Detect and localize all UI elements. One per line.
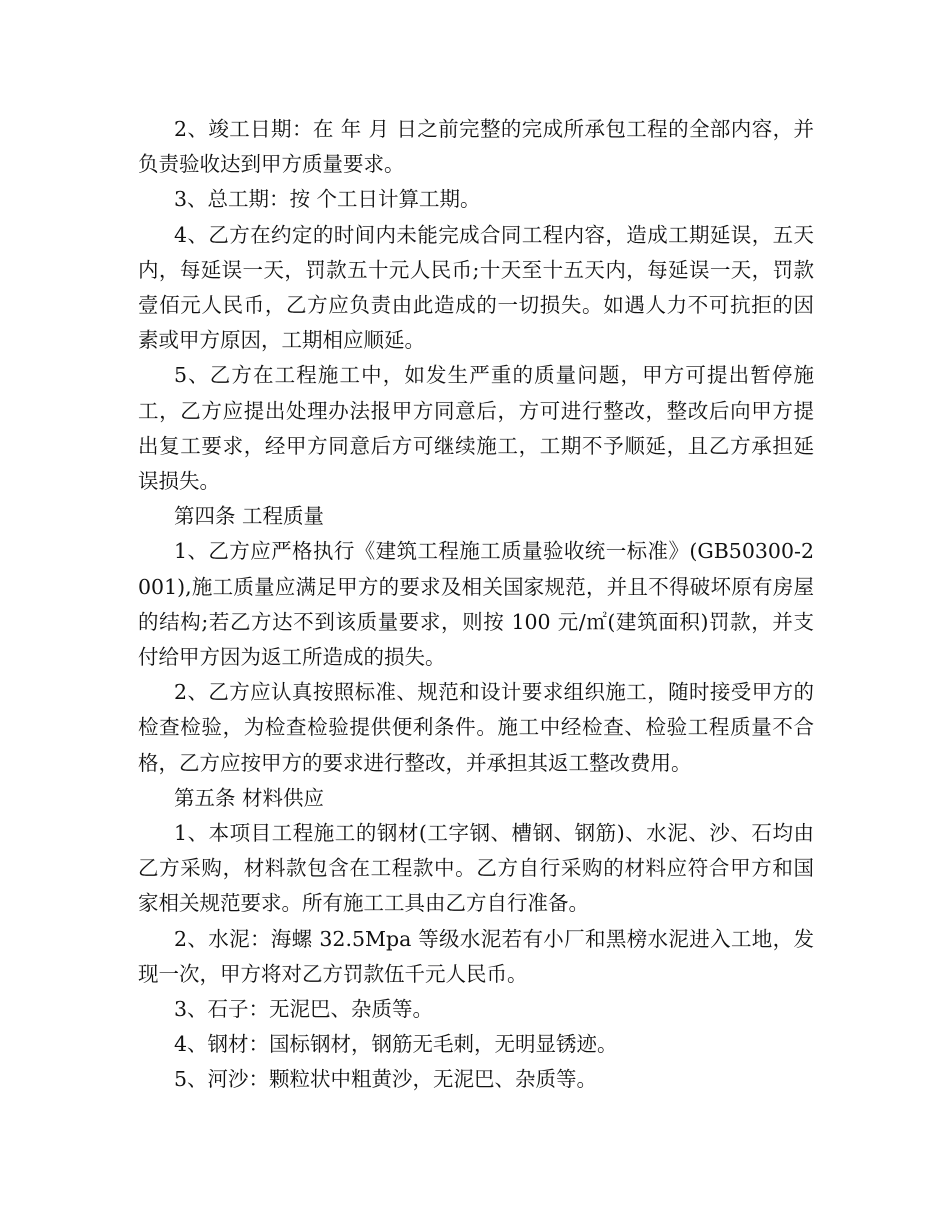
clause-gravel: 3、石子：无泥巴、杂质等。	[174, 997, 434, 1022]
clause-quality-standard: 1、乙方应严格执行《建筑工程施工质量验收统一标准》(GB50300-2001),施工质量应满足甲方的要求及相关国家规范，并且不得破坏原有房屋的结构;若乙方达不到该质量要求，则按 100 元/㎡(建筑面积)罚款，并支付给甲方因为返工所造成的损失。	[138, 539, 814, 670]
section-heading-quality: 第四条 工程质量	[174, 504, 325, 529]
clause-quality-stoppage: 5、乙方在工程施工中，如发生严重的质量问题，甲方可提出暂停施工，乙方应提出处理办法报甲方同意后，方可进行整改，整改后向甲方提出复工要求，经甲方同意后方可继续施工，工期不予顺延，且乙方承担延误损失。	[138, 363, 814, 494]
clause-inspection: 2、乙方应认真按照标准、规范和设计要求组织施工，随时接受甲方的检查检验，为检查检验提供便利条件。施工中经检查、检验工程质量不合格，乙方应按甲方的要求进行整改，并承担其返工整改费用。	[138, 680, 814, 775]
clause-steel: 4、钢材：国标钢材，钢筋无毛刺，无明显锈迹。	[174, 1032, 618, 1057]
clause-total-duration: 3、总工期：按 个工日计算工期。	[174, 187, 481, 212]
clause-cement: 2、水泥：海螺 32.5Mpa 等级水泥若有小厂和黑榜水泥进入工地，发现一次，甲方将对乙方罚款伍千元人民币。	[138, 926, 814, 986]
document-page	[138, 112, 814, 1098]
clause-completion-date: 2、竣工日期：在 年 月 日之前完整的完成所承包工程的全部内容，并负责验收达到甲方质量要求。	[138, 117, 814, 177]
clause-sand: 5、河沙：颗粒状中粗黄沙，无泥巴、杂质等。	[174, 1067, 598, 1092]
clause-delay-penalty: 4、乙方在约定的时间内未能完成合同工程内容，造成工期延误，五天内，每延误一天，罚款五十元人民币;十天至十五天内，每延误一天，罚款壹佰元人民币，乙方应负责由此造成的一切损失。如遇人力不可抗拒的因素或甲方原因，工期相应顺延。	[138, 222, 814, 353]
clause-material-procurement: 1、本项目工程施工的钢材(工字钢、槽钢、钢筋)、水泥、沙、石均由乙方采购，材料款包含在工程款中。乙方自行采购的材料应符合甲方和国家相关规范要求。所有施工工具由乙方自行准备。	[138, 821, 814, 916]
section-heading-materials: 第五条 材料供应	[174, 785, 325, 810]
